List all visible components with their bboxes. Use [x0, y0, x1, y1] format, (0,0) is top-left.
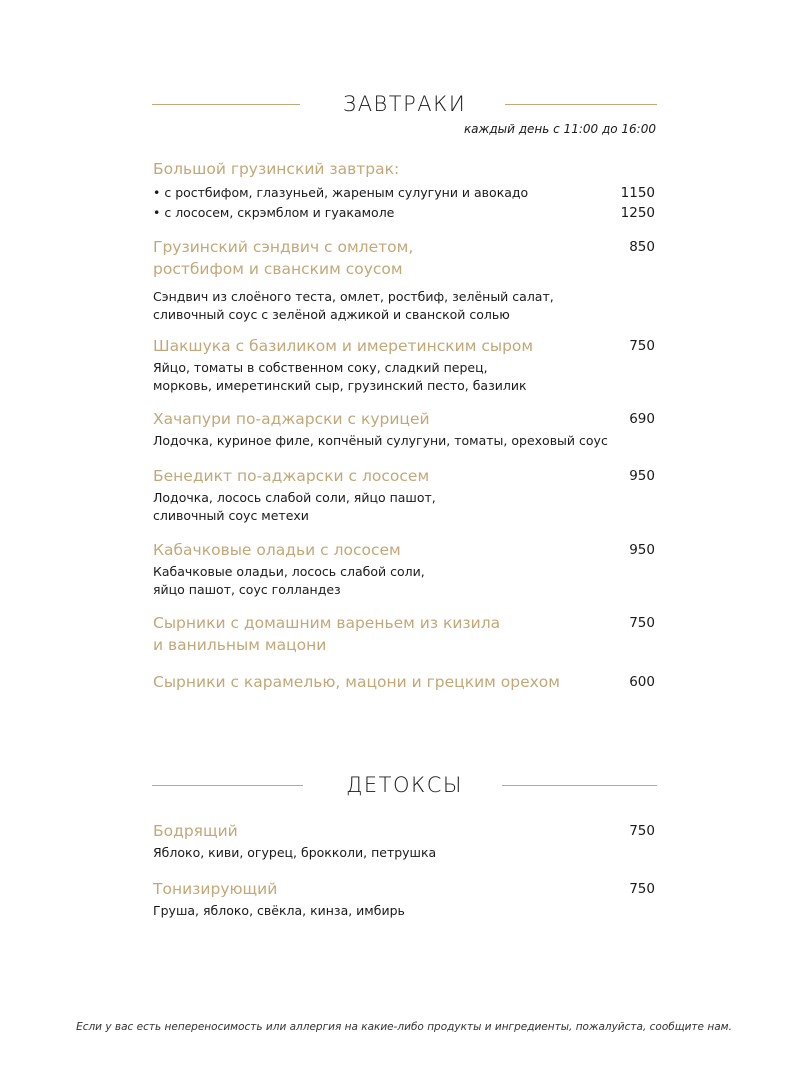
menu-item-price: 750 — [629, 881, 655, 897]
menu-item — [153, 236, 655, 324]
menu-item-price: 750 — [629, 823, 655, 839]
menu-item-price: 690 — [629, 411, 655, 427]
menu-item-name: Грузинский сэндвич с омлетом, ростбифом и сванским соусом — [153, 238, 414, 278]
menu-item-price: 750 — [629, 338, 655, 354]
menu-item-price: 950 — [629, 542, 655, 558]
menu-option — [153, 203, 655, 223]
breakfast-hours: каждый день с 11:00 до 16:00 — [463, 122, 656, 136]
menu-option-price: 1150 — [620, 185, 655, 201]
menu-item-name: Тонизирующий — [153, 880, 278, 898]
menu-item-name: Бенедикт по-аджарски с лососем — [153, 467, 430, 485]
menu-item-big-breakfast — [153, 158, 655, 223]
menu-item-description: Груша, яблоко, свёкла, кинза, имбирь — [153, 903, 405, 918]
menu-item-price: 850 — [629, 239, 655, 255]
menu-item-description: Лодочка, лосось слабой соли, яйцо пашот, сливочный соус метехи — [153, 490, 436, 523]
allergy-note: Если у вас есть непереносимость или аллергия на какие-либо продукты и ингредиенты, пожалуйста, сообщите нам. — [76, 1021, 732, 1033]
menu-item-description: Яйцо, томаты в собственном соку, сладкий перец, морковь, имеретинский сыр, грузинский песто, базилик — [153, 360, 527, 393]
menu-item-description: Лодочка, куриное филе, копчёный сулугуни, томаты, ореховый соус — [153, 433, 608, 448]
menu-option-text: • с лососем, скрэмблом и гуакамоле — [153, 205, 395, 220]
menu-item — [153, 335, 655, 395]
breakfast-section-header — [152, 90, 657, 120]
menu-item-name: Большой грузинский завтрак: — [153, 160, 400, 178]
menu-item-name: Сырники с карамелью, мацони и грецким орехом — [153, 673, 560, 691]
menu-item-description: Кабачковые оладьи, лосось слабой соли, яйцо пашот, соус голландез — [153, 564, 425, 597]
menu-item — [153, 671, 655, 693]
menu-item-description: Яблоко, киви, огурец, брокколи, петрушка — [153, 845, 437, 860]
menu-item — [153, 820, 655, 862]
menu-item-price: 750 — [629, 615, 655, 631]
detox-section-title: ДЕТОКСЫ — [346, 773, 463, 797]
menu-item-price: 600 — [629, 674, 655, 690]
menu-item-price: 950 — [629, 468, 655, 484]
breakfast-section-title: ЗАВТРАКИ — [342, 92, 467, 116]
header-rule-right — [502, 785, 657, 786]
menu-item — [153, 539, 655, 599]
menu-item — [153, 465, 655, 525]
menu-item-name: Кабачковые оладьи с лососем — [153, 541, 401, 559]
header-rule-right — [505, 104, 657, 105]
menu-item-name: Бодрящий — [153, 822, 238, 840]
menu-item-name: Шакшука с базиликом и имеретинским сыром — [153, 337, 534, 355]
detox-section-header — [152, 771, 657, 801]
menu-option-price: 1250 — [620, 205, 655, 221]
menu-item-name: Хачапури по-аджарски с курицей — [153, 410, 430, 428]
menu-item — [153, 878, 655, 920]
menu-item-name: Сырники с домашним вареньем из кизила и ванильным мацони — [153, 614, 501, 654]
menu-item — [153, 408, 655, 450]
menu-item — [153, 612, 655, 656]
menu-item-description: Сэндвич из слоёного теста, омлет, ростбиф, зелёный салат, сливочный соус с зелёной аджикой и сванской солью — [153, 289, 554, 322]
menu-option — [153, 183, 655, 203]
menu-option-text: • с ростбифом, глазуньей, жареным сулугуни и авокадо — [153, 185, 529, 200]
